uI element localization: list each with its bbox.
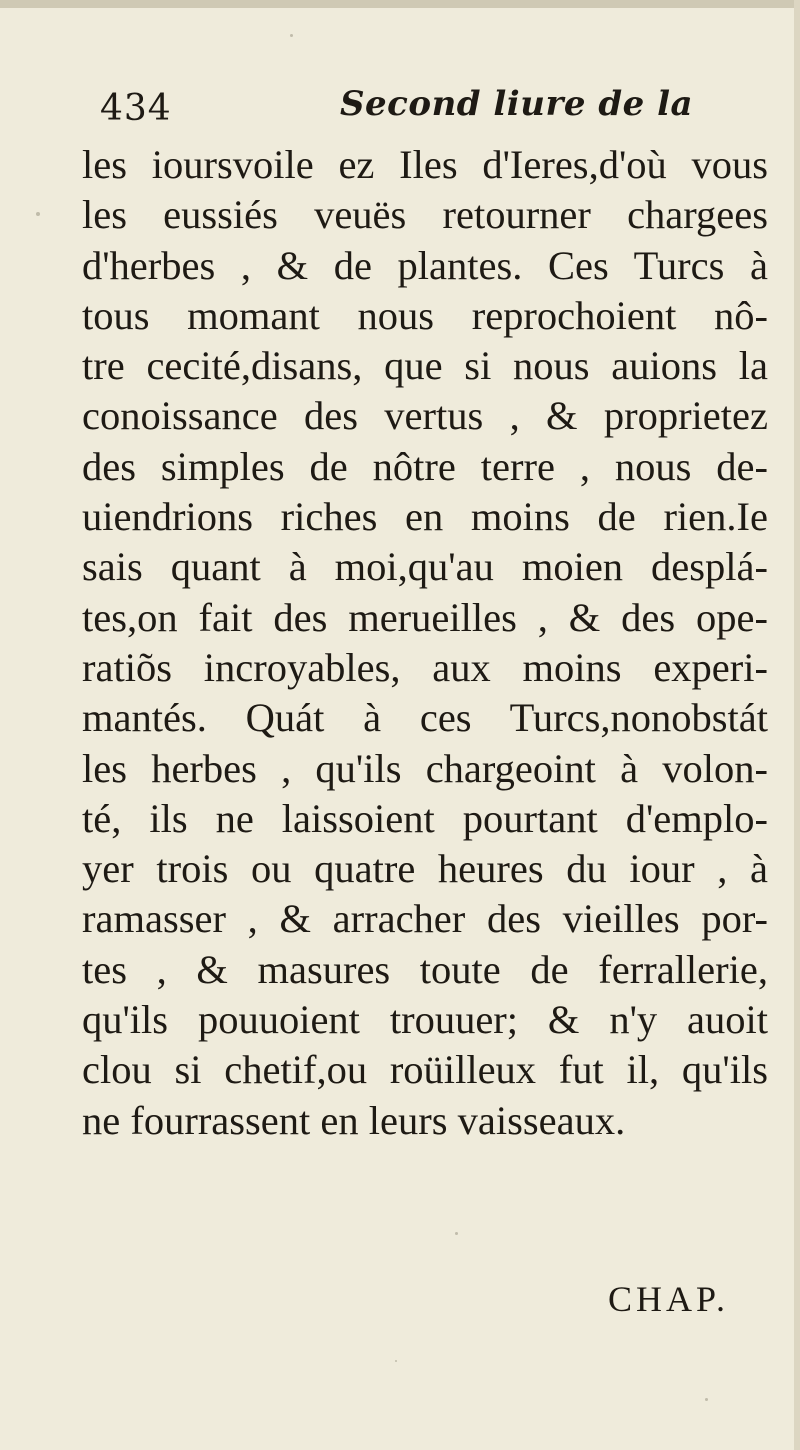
page-number: 434 bbox=[100, 88, 172, 129]
text-line: tes,on fait des merueilles , & des ope- bbox=[82, 594, 768, 640]
paper-speck bbox=[290, 34, 293, 37]
text-line: ratiõs incroyables, aux moins experi- bbox=[82, 644, 768, 690]
text-line: clou si chetif,ou roüilleux fut il, qu'ils bbox=[82, 1047, 768, 1093]
body-text bbox=[82, 140, 768, 1146]
text-line: sais quant à moi,qu'au moien desplá- bbox=[82, 544, 768, 590]
text-line: tous momant nous reprochoient nô- bbox=[82, 292, 768, 338]
paper-speck bbox=[36, 212, 40, 216]
page-header bbox=[100, 80, 760, 140]
paper-speck bbox=[705, 1398, 708, 1401]
text-line: mantés. Quát à ces Turcs,nonobstát bbox=[82, 695, 768, 741]
text-line: té, ils ne laissoient pourtant d'emplo- bbox=[82, 795, 768, 841]
text-line: tes , & masures toute de ferrallerie, bbox=[82, 946, 768, 992]
text-line: qu'ils pouuoient trouuer; & n'y auoit bbox=[82, 997, 768, 1043]
text-line: les ioursvoile ez Iles d'Ieres,d'où vous bbox=[82, 142, 768, 187]
text-line: uiendrions riches en moins de rien.Ie bbox=[82, 494, 768, 540]
catchword: CHAP. bbox=[608, 1279, 730, 1319]
text-line: ramasser , & arracher des vieilles por- bbox=[82, 896, 768, 942]
text-line: des simples de nôtre terre , nous de- bbox=[82, 443, 768, 489]
paper-speck bbox=[395, 1360, 397, 1362]
page-right-edge bbox=[794, 0, 800, 1450]
text-line: yer trois ou quatre heures du iour , à bbox=[82, 846, 768, 892]
text-line: les eussiés veuës retourner chargees bbox=[82, 192, 768, 238]
text-line: conoissance des vertus , & proprietez bbox=[82, 393, 768, 439]
page-top-edge bbox=[0, 0, 800, 8]
text-line: les herbes , qu'ils chargeoint à volon- bbox=[82, 745, 768, 791]
text-line: d'herbes , & de plantes. Ces Turcs à bbox=[82, 242, 768, 288]
paper-speck bbox=[455, 1232, 458, 1235]
text-line: tre cecité,disans, que si nous auions la bbox=[82, 343, 768, 389]
text-line: ne fourrassent en leurs vaisseaux. bbox=[82, 1097, 626, 1143]
running-title: Second liure de la bbox=[340, 84, 694, 124]
